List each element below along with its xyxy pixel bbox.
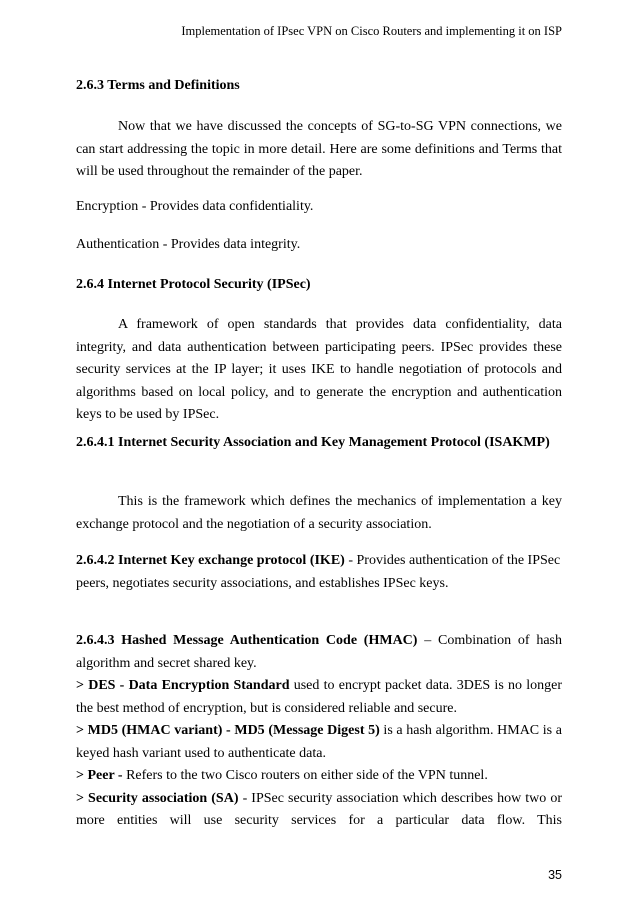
section-heading-2-6-4-2: 2.6.4.2 Internet Key exchange protocol (IKE) [76,553,345,568]
section-heading-2-6-4: 2.6.4 Internet Protocol Security (IPSec) [76,277,311,292]
desc-peer: Refers to the two Cisco routers on either side of the VPN tunnel. [122,768,488,783]
page-number: 35 [548,868,562,882]
section-2-6-4-3 [76,630,562,833]
section-heading-2-6-3: 2.6.3 Terms and Definitions [76,78,240,93]
term-peer: > Peer - [76,768,123,783]
section-2-6-4-2 [76,550,562,595]
list-item [76,788,562,833]
desc-sa: - IPSec security association which describes how two or more entities will use security services for a particular data flow. This [76,790,562,828]
hmac-definition [76,630,562,675]
paragraph-isakmp: This is the framework which defines the mechanics of implementation a key exchange protocol and the negotiation of a security association. [76,494,562,532]
paragraph-sg-vpn-intro: Now that we have discussed the concepts of SG-to-SG VPN connections, we can start addressing the topic in more detail. Here are some definitions and Terms that will be used throughout the remainder of the paper. [76,119,562,179]
list-item [76,720,562,765]
ike-description-continued: peers, negotiates security associations, and establishes IPSec keys. [76,575,449,591]
section-heading-2-6-4-3: 2.6.4.3 Hashed Message Authentication Code (HMAC) [76,633,418,648]
hmac-description: – Combination of hash algorithm and secret shared key. [76,633,562,671]
ike-description: - Provides authentication of the IPSec [344,553,561,568]
term-md5: > MD5 (HMAC variant) - MD5 (Message Digest 5) [76,723,380,738]
desc-md5: is a hash algorithm. HMAC is a keyed hash variant used to authenticate data. [76,723,562,761]
term-sa: > Security association (SA) [76,790,239,806]
paragraph-ipsec: A framework of open standards that provides data confidentiality, data integrity, and data authentication between participating peers. IPSec provides these security services at the IP layer; it uses IKE to handle negotiation of protocols and algorithms based on local policy, and to generate the encryption and authentication keys to be used by IPSec. [76,317,562,422]
list-item [76,765,562,788]
running-header: Implementation of IPsec VPN on Cisco Routers and implementing it on ISP [181,24,562,38]
section-heading-2-6-4-1: 2.6.4.1 Internet Security Association and Key Management Protocol (ISAKMP) [76,435,550,450]
definition-encryption: Encryption - Provides data confidentiality. [76,199,314,214]
term-des: > DES - Data Encryption Standard [76,678,290,693]
definition-authentication: Authentication - Provides data integrity. [76,237,301,252]
list-item [76,675,562,720]
desc-des: used to encrypt packet data. 3DES is no longer the best method of encryption, but is considered reliable and secure. [76,678,563,716]
